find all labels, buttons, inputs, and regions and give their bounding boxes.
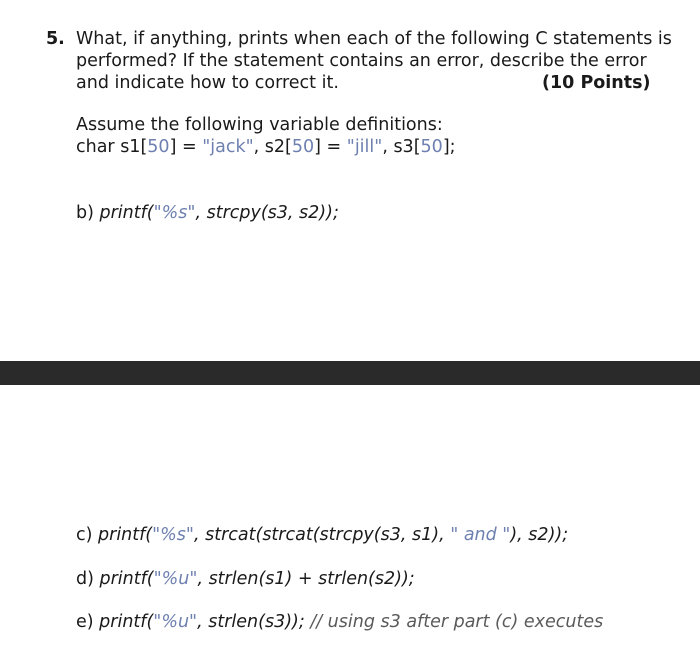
page-divider-bar <box>0 361 700 385</box>
s1-mid: ] = <box>169 137 203 157</box>
part-b-code-pre: printf( <box>99 203 154 223</box>
part-d-code-post: , strlen(s1) + strlen(s2)); <box>197 569 415 589</box>
s3-size: 50 <box>420 137 443 157</box>
part-b-label: b) <box>76 203 100 223</box>
definitions-intro: Assume the following variable definitions: <box>76 115 443 135</box>
part-b-code-post: , strcpy(s3, s2)); <box>195 203 339 223</box>
part-e-format: "%u" <box>153 612 198 632</box>
part-e-comment: // using s3 after part (c) executes <box>310 612 604 632</box>
definitions-code <box>76 136 456 158</box>
points-label: (10 Points) <box>542 73 651 93</box>
part-c-label: c) <box>76 525 99 545</box>
s2-size: 50 <box>291 137 315 157</box>
part-d-code <box>100 569 415 589</box>
part-c-code-post: ), s2)); <box>510 525 569 545</box>
part-e-code-pre: printf( <box>99 612 154 632</box>
part-e-label: e) <box>76 612 100 632</box>
s1-value: "jack" <box>202 137 254 157</box>
part-c <box>76 524 568 546</box>
part-c-format: "%s" <box>152 525 194 545</box>
part-e-code-post: , strlen(s3)); <box>197 612 311 632</box>
s2-value: "jill" <box>346 137 383 157</box>
part-e-code <box>99 612 603 632</box>
part-c-code-pre: printf( <box>98 525 153 545</box>
part-d <box>76 568 415 590</box>
part-b-code <box>100 203 339 223</box>
def-suffix: ]; <box>442 137 456 157</box>
question-line-2: performed? If the statement contains an error, describe the error <box>76 51 647 71</box>
variable-definitions <box>76 114 456 158</box>
part-c-literal: " and " <box>450 525 511 545</box>
part-c-code <box>98 525 568 545</box>
def-prefix: char s1[ <box>76 137 148 157</box>
question-line-3: and indicate how to correct it. <box>76 73 339 93</box>
part-b-format: "%s" <box>153 203 196 223</box>
question-line-1: What, if anything, prints when each of the following C statements is <box>76 29 672 49</box>
part-d-label: d) <box>76 569 100 589</box>
part-d-format: "%u" <box>153 569 198 589</box>
s2-mid: ] = <box>314 137 347 157</box>
s1-size: 50 <box>147 137 170 157</box>
question-number: 5. <box>46 29 65 49</box>
part-b <box>76 202 339 224</box>
s2-prefix: , s2[ <box>253 137 292 157</box>
part-d-code-pre: printf( <box>99 569 154 589</box>
part-c-code-mid: , strcat(strcat(strcpy(s3, s1), <box>193 525 451 545</box>
part-e <box>76 611 603 633</box>
s3-prefix: , s3[ <box>382 137 421 157</box>
